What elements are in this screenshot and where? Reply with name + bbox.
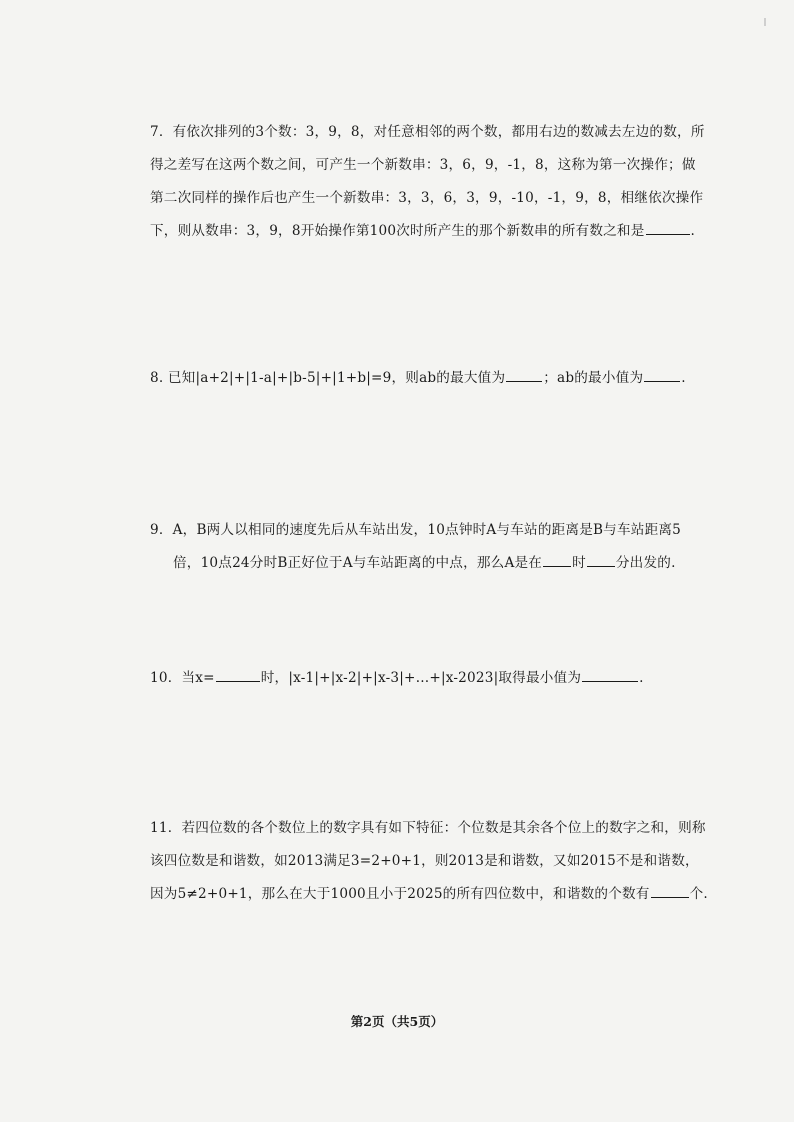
- question-8: [150, 362, 686, 395]
- question-8-period: .: [681, 370, 686, 386]
- question-7-line-2: 得之差写在这两个数之间，可产生一个新数串：3，6，9，-1，8，这称为第一次操作；做: [150, 157, 696, 173]
- question-10-text-b: 时，|x-1|+|x-2|+|x-3|+…+|x-2023|取得最小值为: [260, 670, 582, 686]
- answer-blank-9-minute[interactable]: [587, 552, 615, 567]
- answer-blank-8-min[interactable]: [644, 367, 680, 382]
- page-footer: 第2页（共5页）: [350, 1014, 444, 1029]
- question-9: [150, 514, 681, 580]
- question-8-line: [150, 362, 686, 395]
- answer-blank-9-hour[interactable]: [543, 552, 571, 567]
- question-7-line-4: [150, 215, 696, 248]
- question-7-text: 下，则从数串：3，9，8开始操作第100次时所产生的那个新数串的所有数之和是: [150, 223, 645, 239]
- question-7-line-1: 7．有依次排列的3个数：3，9，8，对任意相邻的两个数，都用右边的数减去左边的数，所: [150, 124, 705, 140]
- question-7-period: .: [690, 223, 696, 239]
- question-9-text-a: 倍，10点24分时B正好位于A与车站距离的中点，那么A是在: [173, 555, 543, 571]
- question-9-line-2: [150, 547, 676, 580]
- question-8-text-b: ；ab的最小值为: [543, 370, 644, 386]
- question-11-line-3: [150, 878, 708, 911]
- question-10-period: .: [639, 670, 644, 686]
- question-9-line-1: 9．A，B两人以相同的速度先后从车站出发，10点钟时A与车站的距离是B与车站距离5: [150, 522, 681, 538]
- answer-blank-10-x[interactable]: [216, 667, 260, 682]
- question-11-line-2: 该四位数是和谐数，如2013满足3=2+0+1，则2013是和谐数，又如2015不是和谐数，: [150, 853, 699, 869]
- question-11-text-b: 个.: [689, 886, 708, 902]
- answer-blank-7[interactable]: [646, 220, 690, 235]
- question-7-line-3: 第二次同样的操作后也产生一个新数串：3，3，6，3，9，-10，-1，9，8，相继依次操作: [150, 190, 704, 206]
- scan-mark: [764, 18, 766, 26]
- question-9-text-c: 分出发的.: [615, 555, 676, 571]
- question-10-line: [150, 662, 670, 695]
- answer-blank-10-min[interactable]: [582, 667, 638, 682]
- answer-blank-11[interactable]: [651, 883, 689, 898]
- question-10-text-a: 10．当x=: [150, 670, 215, 686]
- question-10: [150, 662, 670, 695]
- question-11-text-a: 因为5≠2+0+1，那么在大于1000且小于2025的所有四位数中，和谐数的个数有: [150, 886, 650, 902]
- answer-blank-8-max[interactable]: [506, 367, 542, 382]
- question-11: [150, 812, 708, 911]
- question-8-text-a: 8. 已知|a+2|+|1-a|+|b-5|+|1+b|=9，则ab的最大值为: [150, 370, 506, 386]
- question-11-line-1: 11．若四位数的各个数位上的数字具有如下特征：个位数是其余各个位上的数字之和，则称: [150, 820, 706, 836]
- question-9-text-b: 时: [572, 555, 586, 571]
- question-7: [150, 116, 705, 248]
